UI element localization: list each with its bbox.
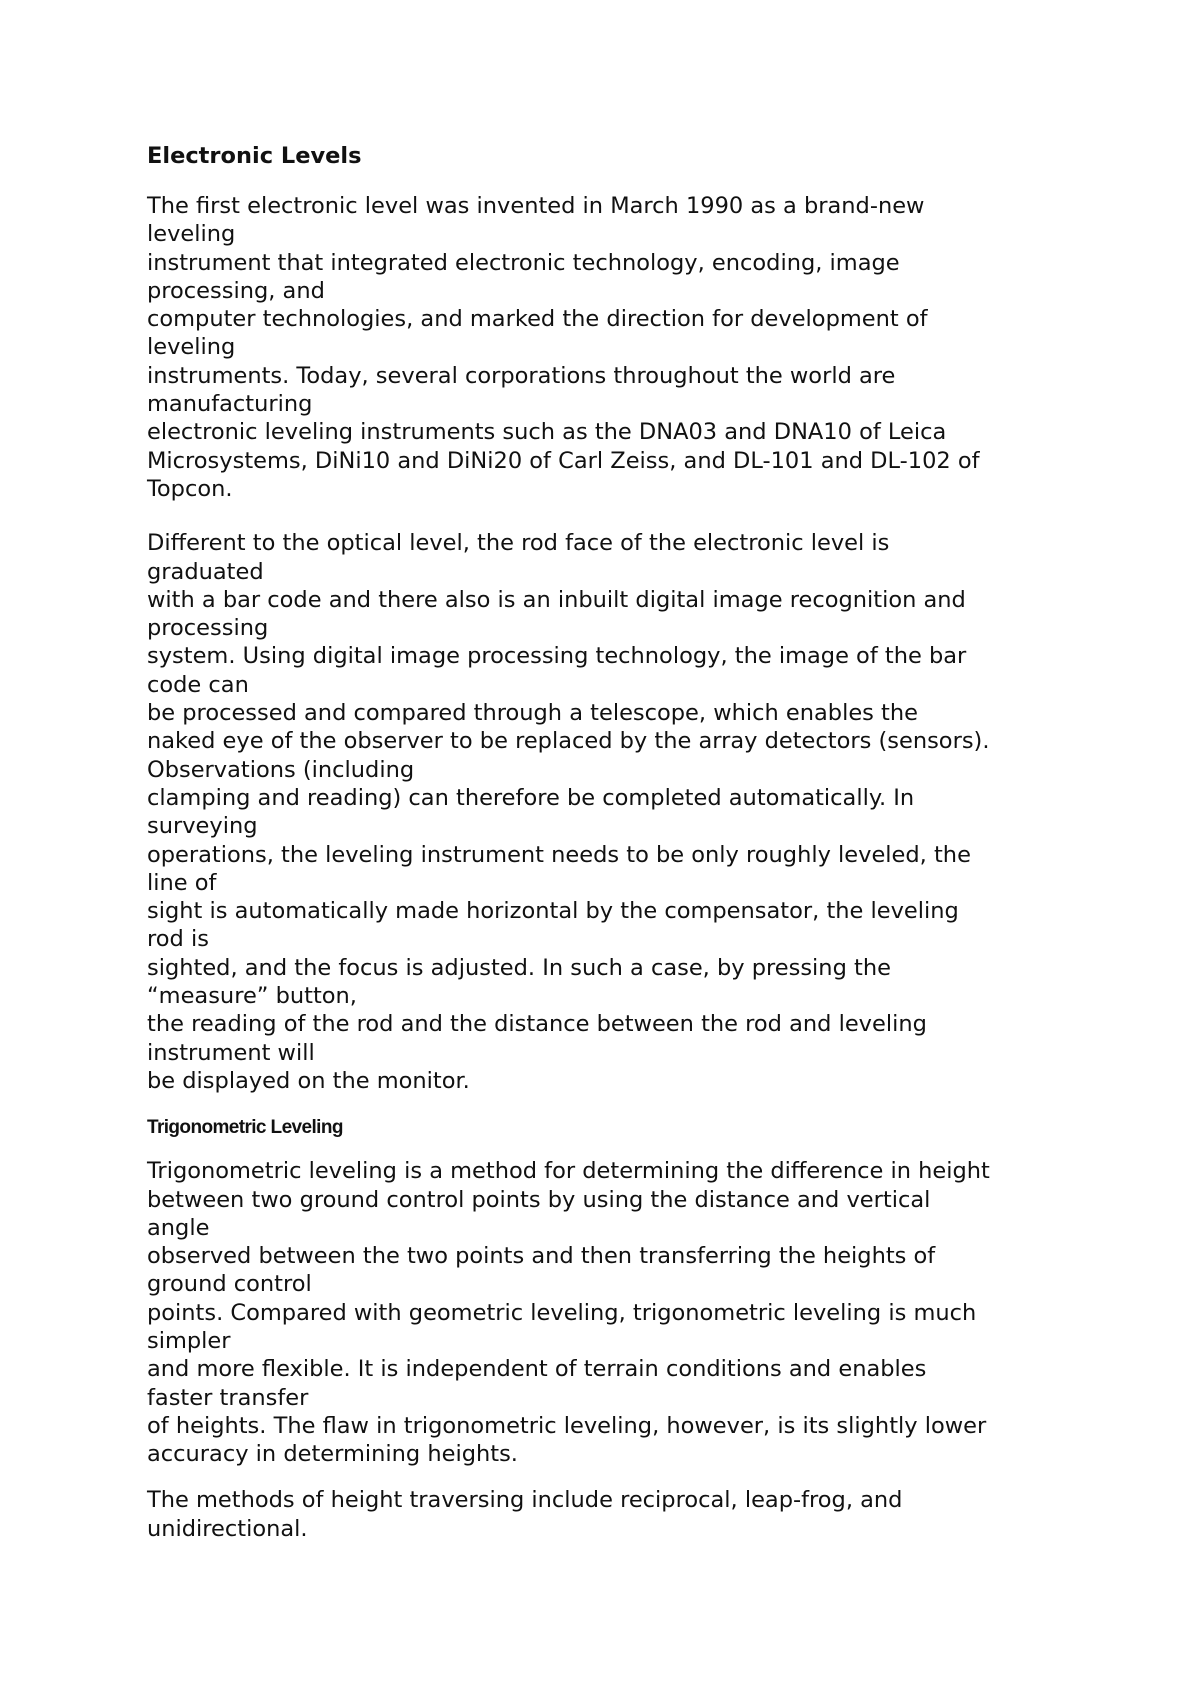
- text-line: instrument will: [147, 1039, 315, 1066]
- text-line: The first electronic level was invented in March 1990 as a brand-new: [147, 193, 925, 219]
- paragraph-3: [147, 1157, 1077, 1468]
- section-title: Electronic Levels: [147, 143, 362, 169]
- text-line: sight is automatically made horizontal by the compensator, the leveling: [147, 898, 959, 925]
- text-line: leveling: [147, 221, 236, 248]
- paragraph-1: [147, 192, 1077, 503]
- text-line: graduated: [147, 558, 264, 585]
- text-line: points. Compared with geometric leveling, trigonometric leveling is much: [147, 1299, 977, 1326]
- text-line: accuracy in determining heights.: [147, 1441, 518, 1468]
- text-line: angle: [147, 1214, 210, 1241]
- paragraph-4: [147, 1486, 1077, 1543]
- text-line: Microsystems, DiNi10 and DiNi20 of Carl Zeiss, and DL-101 and DL-102 of: [147, 447, 980, 474]
- text-line: code can: [147, 671, 249, 698]
- text-line: manufacturing: [147, 391, 313, 418]
- text-line: system. Using digital image processing technology, the image of the bar: [147, 643, 967, 670]
- text-line: simpler: [147, 1327, 231, 1354]
- text-line: between two ground control points by using the distance and vertical: [147, 1186, 931, 1213]
- paragraph-2: [147, 529, 1077, 1095]
- paragraph-gap: [147, 1095, 1077, 1113]
- text-line: surveying: [147, 813, 258, 840]
- text-line: leveling: [147, 334, 236, 361]
- paragraph-gap: [147, 1468, 1077, 1486]
- text-line: and more flexible. It is independent of terrain conditions and enables: [147, 1356, 927, 1383]
- text-line: electronic leveling instruments such as the DNA03 and DNA10 of Leica: [147, 419, 947, 446]
- text-line: processing, and: [147, 277, 325, 304]
- text-line: instruments. Today, several corporations throughout the world are: [147, 362, 896, 389]
- text-line: Topcon.: [147, 475, 233, 502]
- text-line: observed between the two points and then transferring the heights of: [147, 1243, 936, 1270]
- text-line: sighted, and the focus is adjusted. In such a case, by pressing the: [147, 954, 891, 981]
- text-line: rod is: [147, 926, 209, 953]
- text-line: faster transfer: [147, 1384, 309, 1411]
- text-line: clamping and reading) can therefore be completed automatically. In: [147, 784, 915, 811]
- text-line: operations, the leveling instrument needs to be only roughly leveled, the: [147, 841, 971, 868]
- text-line: be processed and compared through a telescope, which enables the: [147, 700, 918, 727]
- text-line: Observations (including: [147, 756, 415, 783]
- text-line: unidirectional.: [147, 1515, 308, 1542]
- text-line: of heights. The flaw in trigonometric leveling, however, is its slightly lower: [147, 1412, 987, 1439]
- subsection-title: Trigonometric Leveling: [147, 1117, 343, 1139]
- paragraph-gap: [147, 503, 1077, 529]
- text-line: be displayed on the monitor.: [147, 1067, 470, 1094]
- text-line: processing: [147, 615, 269, 642]
- text-line: The methods of height traversing include reciprocal, leap-frog, and: [147, 1487, 903, 1514]
- text-line: with a bar code and there also is an inbuilt digital image recognition and: [147, 586, 966, 613]
- text-line: ground control: [147, 1271, 312, 1298]
- text-line: computer technologies, and marked the direction for development of: [147, 306, 928, 333]
- text-line: “measure” button,: [147, 983, 357, 1010]
- text-line: Different to the optical level, the rod face of the electronic level is: [147, 530, 890, 557]
- document-page: [147, 140, 1077, 1543]
- text-line: the reading of the rod and the distance between the rod and leveling: [147, 1011, 927, 1038]
- text-line: naked eye of the observer to be replaced by the array detectors (sensors).: [147, 728, 990, 755]
- text-line: line of: [147, 869, 217, 896]
- text-line: instrument that integrated electronic technology, encoding, image: [147, 249, 900, 276]
- text-line: Trigonometric leveling is a method for determining the difference in height: [147, 1158, 990, 1185]
